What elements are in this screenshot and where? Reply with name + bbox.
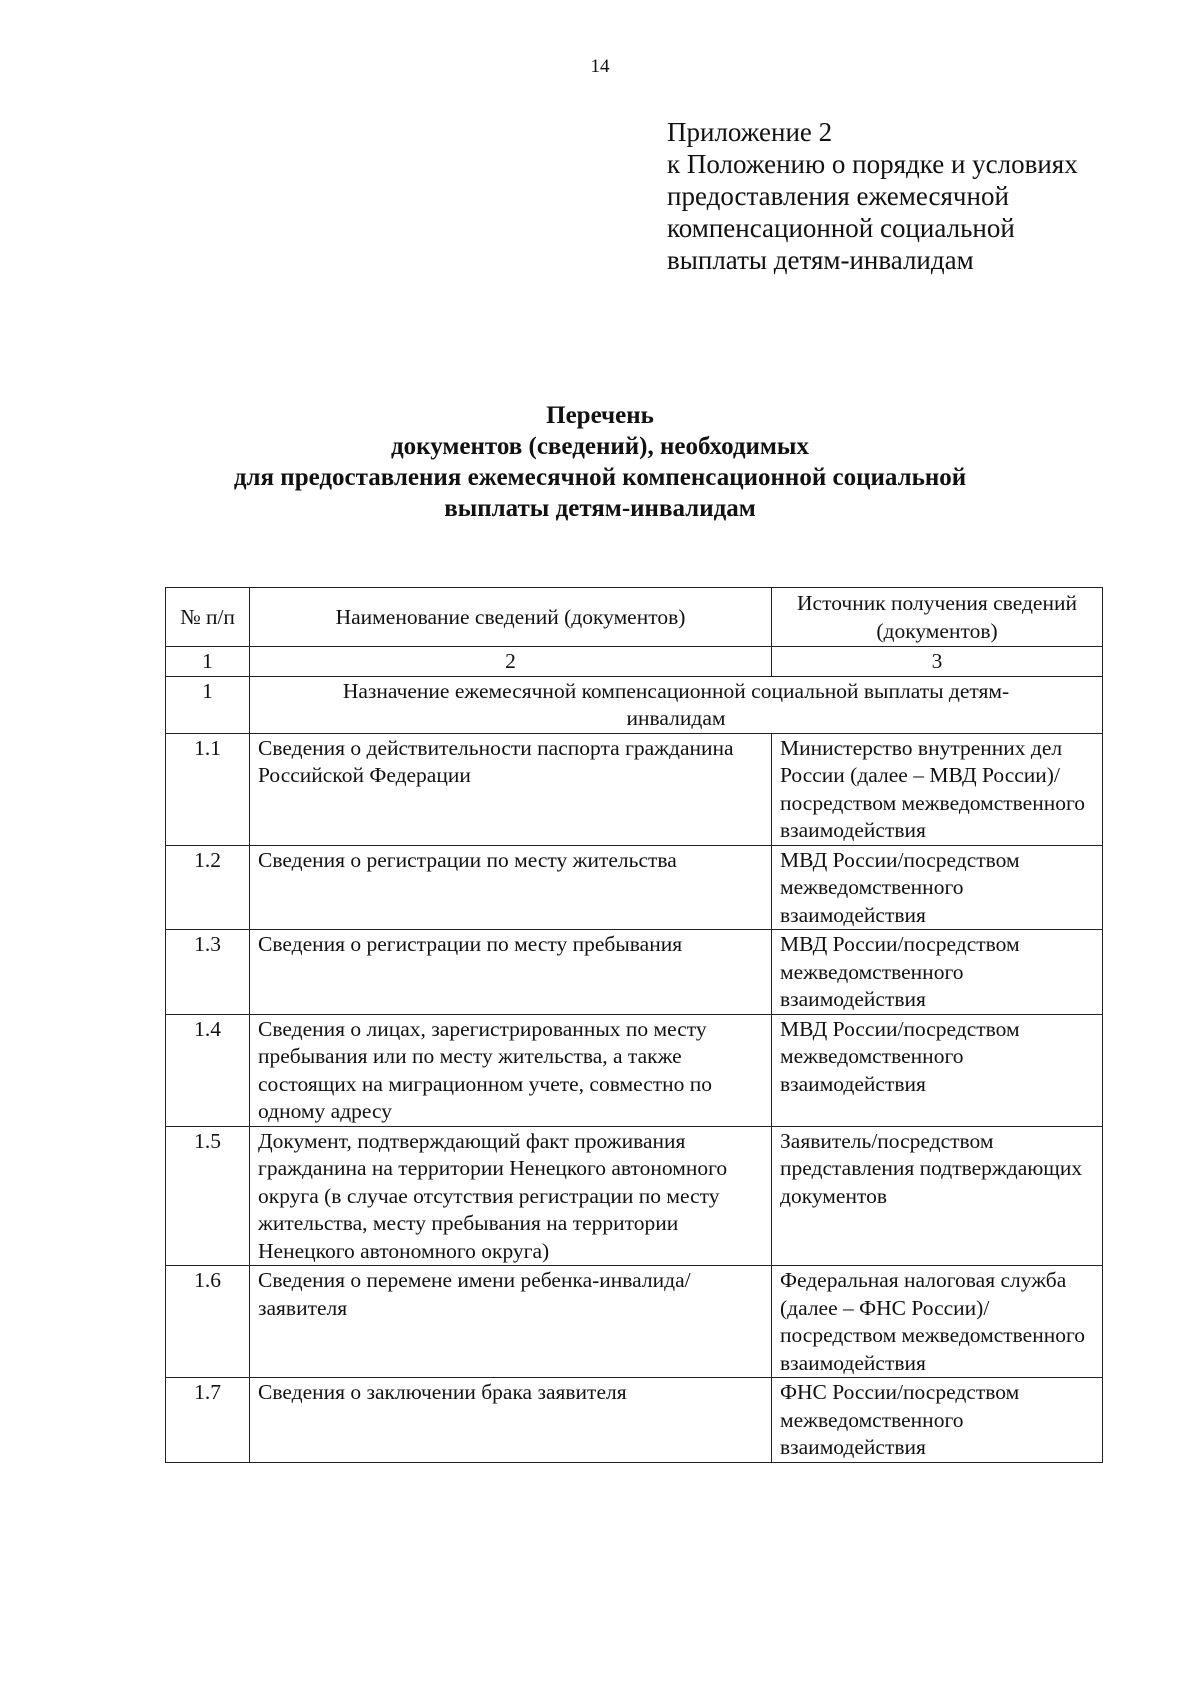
- row-number: 1.6: [166, 1266, 250, 1378]
- table-row: [166, 1378, 1103, 1463]
- column-number: 1: [166, 647, 250, 677]
- row-document-name: Сведения о действительности паспорта гражданина Российской Федерации: [250, 733, 772, 845]
- column-number: 3: [772, 647, 1103, 677]
- section-title: Назначение ежемесячной компенсационной социальной выплаты детям-инвалидам: [250, 676, 1103, 733]
- title-line: для предоставления ежемесячной компенсационной социальной: [233, 464, 967, 491]
- row-source: ФНС России/посредством межведомственного взаимодействия: [772, 1378, 1103, 1463]
- row-source: МВД России/посредством межведомственного взаимодействия: [772, 845, 1103, 930]
- appendix-line: выплаты детям-инвалидам: [667, 245, 974, 275]
- appendix-heading: [667, 116, 1167, 276]
- row-number: 1.1: [166, 733, 250, 845]
- row-source: Федеральная налоговая служба (далее – ФНС России)/посредством межведомственного взаимодействия: [772, 1266, 1103, 1378]
- title-line: документов (сведений), необходимых: [391, 433, 809, 460]
- row-document-name: Сведения о регистрации по месту пребывания: [250, 930, 772, 1015]
- section-number: 1: [166, 676, 250, 733]
- title-line: Перечень: [546, 402, 654, 429]
- row-number: 1.7: [166, 1378, 250, 1463]
- appendix-line: предоставления ежемесячной: [667, 181, 1009, 211]
- table-row: [166, 845, 1103, 930]
- row-document-name: Документ, подтверждающий факт проживания гражданина на территории Ненецкого автономного округа (в случае отсутствия регистрации по месту жительства, месту пребывания на территории Ненецкого автономного округа): [250, 1126, 772, 1266]
- appendix-line: Приложение 2: [667, 117, 833, 147]
- row-source: МВД России/посредством межведомственного взаимодействия: [772, 930, 1103, 1015]
- row-number: 1.2: [166, 845, 250, 930]
- page-number: 14: [590, 56, 610, 77]
- header-cell-name: Наименование сведений (документов): [250, 588, 772, 647]
- row-number: 1.5: [166, 1126, 250, 1266]
- column-number-row: [166, 647, 1103, 677]
- row-source: МВД России/посредством межведомственного взаимодействия: [772, 1014, 1103, 1126]
- row-source: Министерство внутренних дел России (далее – МВД России)/посредством межведомственного взаимодействия: [772, 733, 1103, 845]
- row-document-name: Сведения о заключении брака заявителя: [250, 1378, 772, 1463]
- header-cell-number: № п/п: [166, 588, 250, 647]
- appendix-line: компенсационной социальной: [667, 213, 1015, 243]
- row-number: 1.3: [166, 930, 250, 1015]
- row-source: Заявитель/посредством представления подтверждающих документов: [772, 1126, 1103, 1266]
- documents-table: [165, 587, 1103, 1463]
- row-number: 1.4: [166, 1014, 250, 1126]
- column-number: 2: [250, 647, 772, 677]
- header-cell-source: Источник получения сведений (документов): [772, 588, 1103, 647]
- appendix-line: к Положению о порядке и условиях: [667, 149, 1078, 179]
- title-line: выплаты детям-инвалидам: [444, 495, 756, 522]
- table-row: [166, 733, 1103, 845]
- table-header-row: [166, 588, 1103, 647]
- row-document-name: Сведения о перемене имени ребенка-инвалида/заявителя: [250, 1266, 772, 1378]
- section-row: [166, 676, 1103, 733]
- row-document-name: Сведения о лицах, зарегистрированных по месту пребывания или по месту жительства, а также состоящих на миграционном учете, совместно по одному адресу: [250, 1014, 772, 1126]
- table-row: [166, 930, 1103, 1015]
- table-row: [166, 1266, 1103, 1378]
- table-row: [166, 1014, 1103, 1126]
- document-title: [0, 400, 1200, 524]
- row-document-name: Сведения о регистрации по месту жительства: [250, 845, 772, 930]
- table-row: [166, 1126, 1103, 1266]
